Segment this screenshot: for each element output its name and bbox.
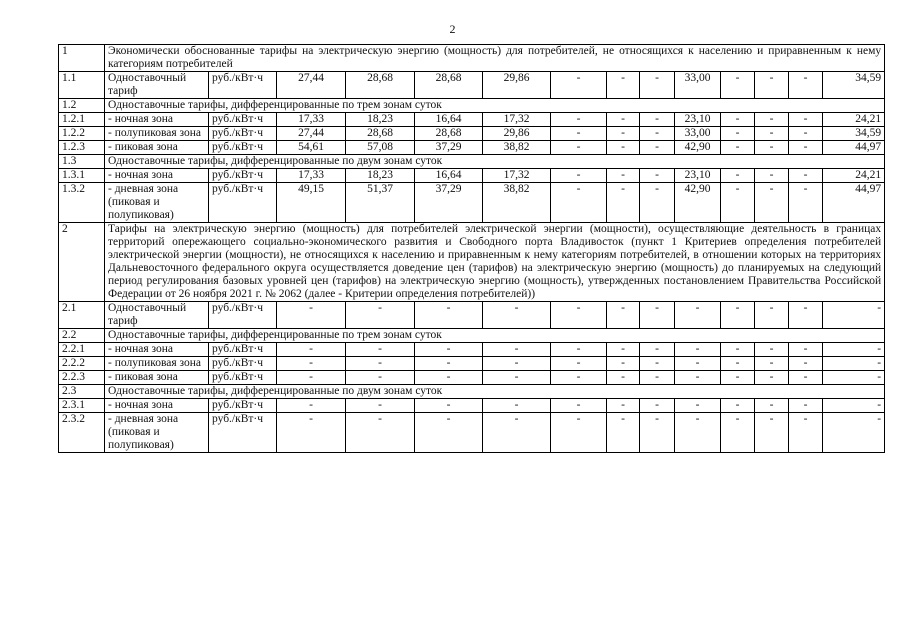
- value-cell: -: [277, 371, 346, 385]
- value-cell: -: [415, 413, 483, 453]
- unit-cell: руб./кВт·ч: [209, 127, 277, 141]
- value-cell: -: [607, 141, 640, 155]
- value-cell: 24,21: [823, 169, 885, 183]
- section-row: [59, 99, 885, 113]
- value-cell: 27,44: [277, 72, 346, 99]
- table-row: [59, 399, 885, 413]
- row-number: 1.3: [59, 155, 105, 169]
- table-row: [59, 127, 885, 141]
- value-cell: 28,68: [346, 72, 415, 99]
- value-cell: -: [277, 343, 346, 357]
- value-cell: -: [789, 413, 823, 453]
- value-cell: 28,68: [415, 127, 483, 141]
- value-cell: -: [675, 399, 721, 413]
- row-number: 1.3.2: [59, 183, 105, 223]
- value-cell: -: [415, 343, 483, 357]
- value-cell: -: [346, 399, 415, 413]
- tariff-name: - ночная зона: [105, 399, 209, 413]
- value-cell: -: [823, 371, 885, 385]
- unit-cell: руб./кВт·ч: [209, 399, 277, 413]
- value-cell: -: [483, 371, 551, 385]
- value-cell: -: [277, 399, 346, 413]
- value-cell: -: [607, 169, 640, 183]
- value-cell: -: [607, 413, 640, 453]
- value-cell: 23,10: [675, 169, 721, 183]
- tariff-name: - ночная зона: [105, 169, 209, 183]
- value-cell: -: [675, 302, 721, 329]
- value-cell: -: [755, 183, 789, 223]
- value-cell: -: [551, 343, 607, 357]
- section-title: Одноставочные тарифы, дифференцированные по двум зонам суток: [105, 155, 885, 169]
- tariff-name: - ночная зона: [105, 113, 209, 127]
- value-cell: -: [551, 371, 607, 385]
- value-cell: 37,29: [415, 141, 483, 155]
- value-cell: 38,82: [483, 183, 551, 223]
- value-cell: -: [640, 413, 675, 453]
- row-number: 2.2.3: [59, 371, 105, 385]
- table-row: [59, 343, 885, 357]
- value-cell: -: [789, 183, 823, 223]
- row-number: 2: [59, 223, 105, 302]
- value-cell: -: [607, 357, 640, 371]
- table-row: [59, 72, 885, 99]
- value-cell: -: [755, 413, 789, 453]
- section-title: Одноставочные тарифы, дифференцированные по трем зонам суток: [105, 99, 885, 113]
- table-row: [59, 302, 885, 329]
- row-number: 2.2.1: [59, 343, 105, 357]
- value-cell: -: [551, 141, 607, 155]
- row-number: 2.2: [59, 329, 105, 343]
- value-cell: -: [346, 357, 415, 371]
- value-cell: 49,15: [277, 183, 346, 223]
- value-cell: -: [721, 169, 755, 183]
- value-cell: -: [823, 343, 885, 357]
- value-cell: -: [415, 399, 483, 413]
- value-cell: -: [755, 169, 789, 183]
- value-cell: -: [607, 113, 640, 127]
- value-cell: -: [607, 371, 640, 385]
- row-number: 2.2.2: [59, 357, 105, 371]
- value-cell: -: [640, 357, 675, 371]
- value-cell: -: [823, 399, 885, 413]
- value-cell: -: [346, 371, 415, 385]
- tariff-name: - пиковая зона: [105, 141, 209, 155]
- value-cell: 33,00: [675, 72, 721, 99]
- value-cell: -: [789, 302, 823, 329]
- row-number: 2.3: [59, 385, 105, 399]
- table-row: [59, 413, 885, 453]
- value-cell: -: [755, 399, 789, 413]
- value-cell: -: [640, 141, 675, 155]
- tariff-name: Одноставочный тариф: [105, 302, 209, 329]
- value-cell: -: [415, 302, 483, 329]
- value-cell: -: [483, 399, 551, 413]
- value-cell: -: [277, 302, 346, 329]
- value-cell: -: [721, 302, 755, 329]
- row-number: 2.3.1: [59, 399, 105, 413]
- value-cell: 51,37: [346, 183, 415, 223]
- value-cell: -: [346, 413, 415, 453]
- section-row: [59, 155, 885, 169]
- page-number: 2: [449, 22, 456, 36]
- unit-cell: руб./кВт·ч: [209, 183, 277, 223]
- value-cell: -: [551, 113, 607, 127]
- unit-cell: руб./кВт·ч: [209, 72, 277, 99]
- value-cell: -: [415, 371, 483, 385]
- tariff-name: - пиковая зона: [105, 371, 209, 385]
- tariff-name: - дневная зона (пиковая и полупиковая): [105, 413, 209, 453]
- value-cell: 17,33: [277, 169, 346, 183]
- value-cell: 57,08: [346, 141, 415, 155]
- table-row: [59, 371, 885, 385]
- value-cell: -: [607, 183, 640, 223]
- value-cell: -: [789, 399, 823, 413]
- value-cell: 42,90: [675, 183, 721, 223]
- value-cell: -: [551, 72, 607, 99]
- tariff-name: - ночная зона: [105, 343, 209, 357]
- value-cell: -: [277, 413, 346, 453]
- value-cell: -: [789, 72, 823, 99]
- unit-cell: руб./кВт·ч: [209, 413, 277, 453]
- value-cell: -: [607, 127, 640, 141]
- value-cell: -: [789, 343, 823, 357]
- value-cell: 16,64: [415, 169, 483, 183]
- unit-cell: руб./кВт·ч: [209, 357, 277, 371]
- value-cell: 54,61: [277, 141, 346, 155]
- unit-cell: руб./кВт·ч: [209, 141, 277, 155]
- value-cell: 28,68: [415, 72, 483, 99]
- value-cell: 23,10: [675, 113, 721, 127]
- value-cell: 27,44: [277, 127, 346, 141]
- value-cell: -: [789, 169, 823, 183]
- unit-cell: руб./кВт·ч: [209, 169, 277, 183]
- value-cell: -: [721, 113, 755, 127]
- value-cell: -: [640, 72, 675, 99]
- value-cell: 24,21: [823, 113, 885, 127]
- value-cell: -: [675, 371, 721, 385]
- value-cell: -: [721, 399, 755, 413]
- value-cell: -: [551, 357, 607, 371]
- unit-cell: руб./кВт·ч: [209, 302, 277, 329]
- value-cell: -: [483, 302, 551, 329]
- value-cell: -: [721, 357, 755, 371]
- unit-cell: руб./кВт·ч: [209, 113, 277, 127]
- value-cell: -: [415, 357, 483, 371]
- value-cell: 17,32: [483, 169, 551, 183]
- section-title: Экономически обоснованные тарифы на электрическую энергию (мощность) для потребителей, не относящихся к населению и приравненным к нему категориям потребителей: [105, 45, 885, 72]
- value-cell: 29,86: [483, 127, 551, 141]
- table-row: [59, 169, 885, 183]
- value-cell: 17,33: [277, 113, 346, 127]
- value-cell: -: [755, 113, 789, 127]
- value-cell: 18,23: [346, 113, 415, 127]
- row-number: 2.3.2: [59, 413, 105, 453]
- value-cell: -: [675, 413, 721, 453]
- value-cell: -: [675, 343, 721, 357]
- value-cell: -: [551, 127, 607, 141]
- value-cell: 44,97: [823, 141, 885, 155]
- tariff-table-body: [59, 45, 885, 453]
- value-cell: -: [551, 302, 607, 329]
- row-number: 1.3.1: [59, 169, 105, 183]
- value-cell: -: [823, 413, 885, 453]
- row-number: 1.2.1: [59, 113, 105, 127]
- value-cell: 34,59: [823, 72, 885, 99]
- value-cell: -: [640, 183, 675, 223]
- value-cell: -: [551, 413, 607, 453]
- value-cell: 16,64: [415, 113, 483, 127]
- value-cell: -: [607, 302, 640, 329]
- value-cell: -: [755, 141, 789, 155]
- value-cell: -: [675, 357, 721, 371]
- value-cell: -: [721, 371, 755, 385]
- value-cell: -: [640, 399, 675, 413]
- value-cell: -: [721, 183, 755, 223]
- value-cell: -: [607, 72, 640, 99]
- value-cell: -: [640, 169, 675, 183]
- value-cell: -: [721, 343, 755, 357]
- value-cell: 37,29: [415, 183, 483, 223]
- value-cell: -: [640, 371, 675, 385]
- value-cell: -: [755, 371, 789, 385]
- section-title: Одноставочные тарифы, дифференцированные по трем зонам суток: [105, 329, 885, 343]
- row-number: 1.2: [59, 99, 105, 113]
- value-cell: -: [551, 169, 607, 183]
- value-cell: -: [789, 371, 823, 385]
- tariff-name: - полупиковая зона: [105, 127, 209, 141]
- row-number: 2.1: [59, 302, 105, 329]
- value-cell: 28,68: [346, 127, 415, 141]
- value-cell: 38,82: [483, 141, 551, 155]
- value-cell: -: [755, 72, 789, 99]
- tariff-name: - дневная зона (пиковая и полупиковая): [105, 183, 209, 223]
- value-cell: -: [721, 72, 755, 99]
- tariff-name: Одноставочный тариф: [105, 72, 209, 99]
- section-row: [59, 385, 885, 399]
- table-row: [59, 357, 885, 371]
- value-cell: -: [346, 343, 415, 357]
- value-cell: 33,00: [675, 127, 721, 141]
- value-cell: -: [551, 399, 607, 413]
- value-cell: -: [640, 127, 675, 141]
- value-cell: 29,86: [483, 72, 551, 99]
- section-title: Тарифы на электрическую энергию (мощность) для потребителей электрической энергии (мощности), осуществляющие деятельность в границах территорий опережающего социально-экономического развития и Свободного порта Владивосток (пункт 1 Критериев определения потребителей электрической энергии (мощности), не относящихся к населению и приравненным к нему категориям потребителей, в отношении которых на территориях Дальневосточного федерального округа осуществляется доведение цен (тарифов) на электрическую энергию (мощность) до планируемых на следующий период регулирования базовых уровней цен (тарифов) на электрическую энергию (мощность), утвержденных постановлением Правительства Российской Федерации от 26 ноября 2021 г. № 2062 (далее - Критерии определения потребителей)): [105, 223, 885, 302]
- value-cell: -: [721, 127, 755, 141]
- value-cell: -: [483, 343, 551, 357]
- value-cell: -: [823, 302, 885, 329]
- value-cell: -: [551, 183, 607, 223]
- row-number: 1.2.2: [59, 127, 105, 141]
- value-cell: -: [640, 113, 675, 127]
- value-cell: -: [607, 399, 640, 413]
- table-row: [59, 141, 885, 155]
- value-cell: -: [483, 357, 551, 371]
- value-cell: 18,23: [346, 169, 415, 183]
- value-cell: 44,97: [823, 183, 885, 223]
- value-cell: -: [721, 141, 755, 155]
- tariff-name: - полупиковая зона: [105, 357, 209, 371]
- section-title: Одноставочные тарифы, дифференцированные по двум зонам суток: [105, 385, 885, 399]
- value-cell: -: [640, 302, 675, 329]
- section-row: [59, 329, 885, 343]
- value-cell: -: [755, 302, 789, 329]
- value-cell: -: [789, 127, 823, 141]
- row-number: 1.2.3: [59, 141, 105, 155]
- value-cell: 42,90: [675, 141, 721, 155]
- value-cell: -: [607, 343, 640, 357]
- unit-cell: руб./кВт·ч: [209, 371, 277, 385]
- value-cell: -: [789, 113, 823, 127]
- value-cell: -: [721, 413, 755, 453]
- unit-cell: руб./кВт·ч: [209, 343, 277, 357]
- value-cell: -: [789, 141, 823, 155]
- value-cell: 17,32: [483, 113, 551, 127]
- section-row: [59, 45, 885, 72]
- row-number: 1.1: [59, 72, 105, 99]
- tariff-table: [58, 44, 885, 453]
- table-row: [59, 183, 885, 223]
- value-cell: -: [823, 357, 885, 371]
- value-cell: -: [755, 127, 789, 141]
- value-cell: -: [483, 413, 551, 453]
- row-number: 1: [59, 45, 105, 72]
- value-cell: -: [640, 343, 675, 357]
- table-row: [59, 113, 885, 127]
- value-cell: -: [789, 357, 823, 371]
- value-cell: -: [277, 357, 346, 371]
- section-row: [59, 223, 885, 302]
- value-cell: -: [755, 343, 789, 357]
- value-cell: -: [755, 357, 789, 371]
- value-cell: 34,59: [823, 127, 885, 141]
- value-cell: -: [346, 302, 415, 329]
